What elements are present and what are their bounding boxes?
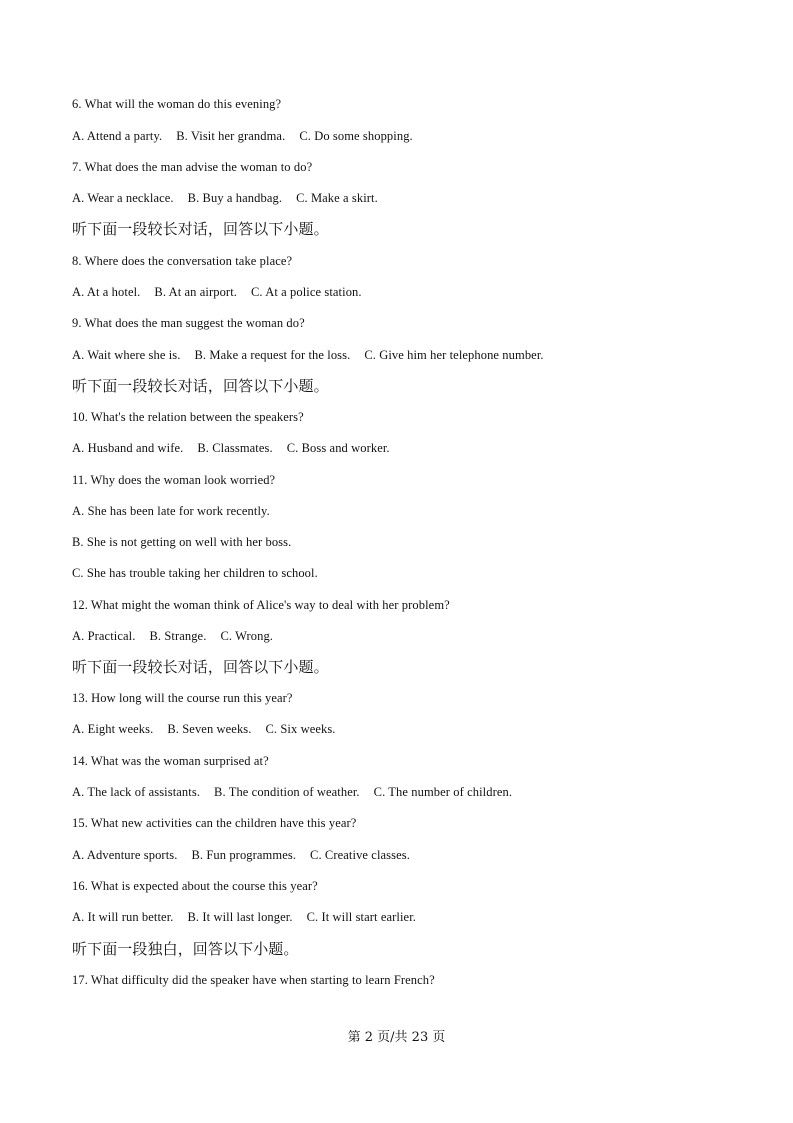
answer-option: A. It will run better. bbox=[72, 910, 174, 924]
answer-option: C. It will start earlier. bbox=[306, 910, 416, 924]
question-text: 7. What does the man advise the woman to do? bbox=[72, 160, 313, 174]
answer-option: C. Boss and worker. bbox=[286, 441, 390, 455]
answer-option: B. It will last longer. bbox=[187, 910, 293, 924]
answer-options bbox=[72, 848, 424, 863]
answer-options bbox=[72, 785, 526, 800]
question-text: 9. What does the man suggest the woman do? bbox=[72, 316, 305, 330]
answer-option: B. Visit her grandma. bbox=[176, 129, 286, 143]
answer-option: B. Classmates. bbox=[197, 441, 273, 455]
question-text: A. She has been late for work recently. bbox=[72, 504, 270, 518]
answer-option: B. Fun programmes. bbox=[191, 848, 297, 862]
section-instruction: 听下面一段独白，回答以下小题。 bbox=[72, 940, 299, 958]
answer-option: B. Strange. bbox=[149, 629, 207, 643]
answer-options bbox=[72, 910, 430, 925]
answer-option: C. Make a skirt. bbox=[296, 191, 378, 205]
section-instruction: 听下面一段较长对话，回答以下小题。 bbox=[72, 377, 329, 395]
question-text: B. She is not getting on well with her boss. bbox=[72, 535, 292, 549]
answer-option: B. Buy a handbag. bbox=[187, 191, 283, 205]
question-text: 15. What new activities can the children have this year? bbox=[72, 816, 357, 830]
answer-option: A. Practical. bbox=[72, 629, 136, 643]
answer-options bbox=[72, 129, 427, 144]
question-text: 6. What will the woman do this evening? bbox=[72, 97, 282, 111]
answer-option: A. Attend a party. bbox=[72, 129, 163, 143]
question-text: C. She has trouble taking her children to school. bbox=[72, 566, 318, 580]
question-text: 8. Where does the conversation take place? bbox=[72, 254, 293, 268]
question-text: 10. What's the relation between the speakers? bbox=[72, 410, 304, 424]
answer-option: A. Husband and wife. bbox=[72, 441, 184, 455]
answer-option: C. Wrong. bbox=[220, 629, 274, 643]
answer-option: A. At a hotel. bbox=[72, 285, 141, 299]
answer-option: B. Make a request for the loss. bbox=[194, 348, 351, 362]
answer-option: C. Creative classes. bbox=[310, 848, 410, 862]
question-text: 17. What difficulty did the speaker have when starting to learn French? bbox=[72, 973, 435, 987]
question-text: 14. What was the woman surprised at? bbox=[72, 754, 269, 768]
answer-option: B. Seven weeks. bbox=[167, 722, 252, 736]
answer-option: A. Wear a necklace. bbox=[72, 191, 174, 205]
answer-option: C. Six weeks. bbox=[265, 722, 336, 736]
answer-options bbox=[72, 348, 558, 363]
answer-option: A. The lack of assistants. bbox=[72, 785, 201, 799]
answer-options bbox=[72, 629, 287, 644]
answer-option: B. At an airport. bbox=[154, 285, 237, 299]
answer-option: C. Do some shopping. bbox=[299, 129, 413, 143]
answer-option: C. Give him her telephone number. bbox=[364, 348, 544, 362]
section-instruction: 听下面一段较长对话，回答以下小题。 bbox=[72, 658, 329, 676]
page-footer: 第 2 页/共 23 页 bbox=[347, 1030, 446, 1045]
question-text: 11. Why does the woman look worried? bbox=[72, 473, 276, 487]
answer-option: C. The number of children. bbox=[373, 785, 513, 799]
answer-options bbox=[72, 285, 376, 300]
answer-option: A. Eight weeks. bbox=[72, 722, 154, 736]
answer-options bbox=[72, 722, 350, 737]
answer-options bbox=[72, 191, 392, 206]
answer-option: C. At a police station. bbox=[251, 285, 362, 299]
section-instruction: 听下面一段较长对话，回答以下小题。 bbox=[72, 220, 329, 238]
answer-option: B. The condition of weather. bbox=[214, 785, 360, 799]
answer-option: A. Wait where she is. bbox=[72, 348, 181, 362]
answer-option: A. Adventure sports. bbox=[72, 848, 178, 862]
question-text: 16. What is expected about the course this year? bbox=[72, 879, 318, 893]
question-text: 13. How long will the course run this year? bbox=[72, 691, 293, 705]
question-text: 12. What might the woman think of Alice's way to deal with her problem? bbox=[72, 598, 450, 612]
answer-options bbox=[72, 441, 404, 456]
